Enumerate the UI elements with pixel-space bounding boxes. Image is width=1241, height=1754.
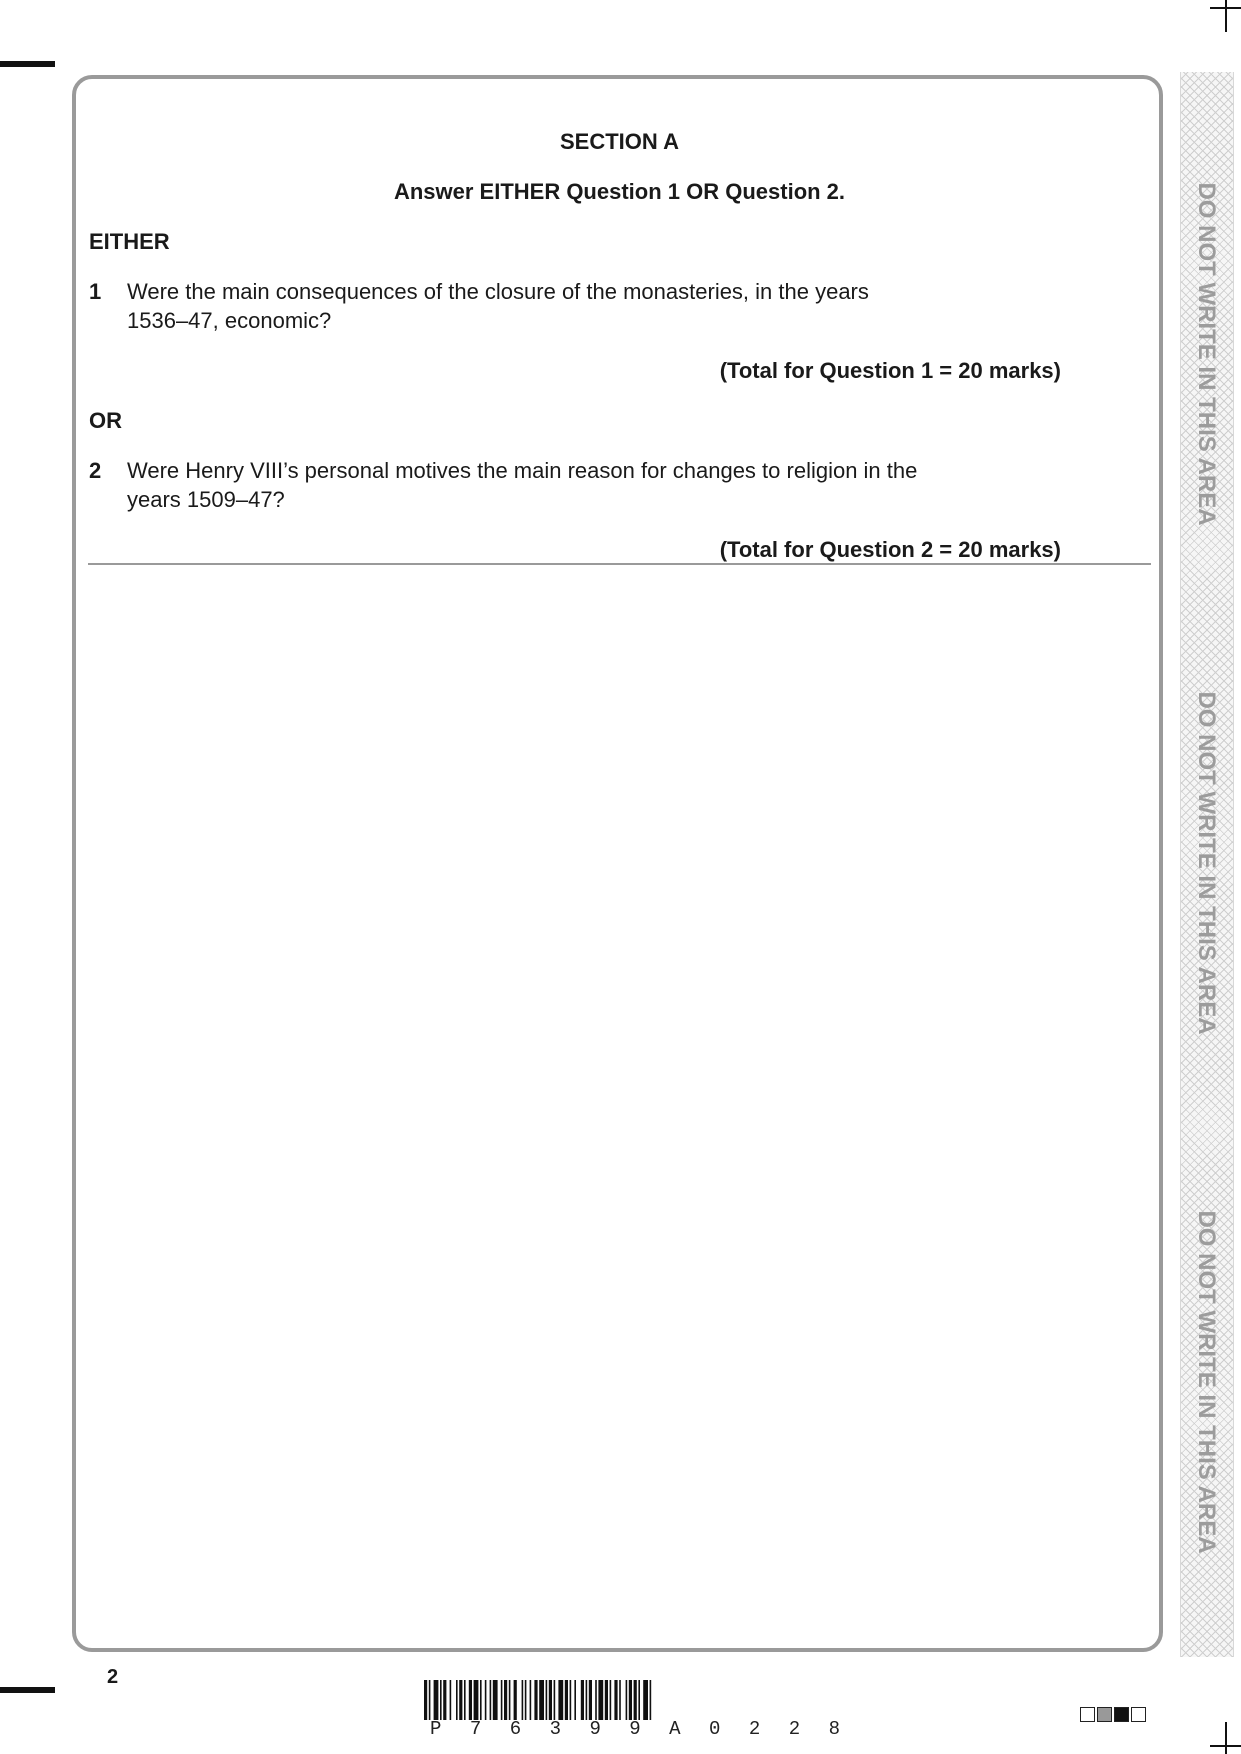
crop-mark-bottom-right-v [1225, 1722, 1227, 1754]
barcode-bar [619, 1680, 621, 1720]
barcode-bar [429, 1680, 431, 1720]
barcode-bar [643, 1680, 648, 1720]
barcode-bar [493, 1680, 498, 1720]
barcode-bar [554, 1680, 556, 1720]
barcode-bar [574, 1680, 576, 1720]
instruction: Answer EITHER Question 1 OR Question 2. [393, 179, 846, 204]
barcode-bar [570, 1680, 572, 1720]
barcode-bar [501, 1680, 503, 1720]
reg-box-white [1131, 1707, 1146, 1722]
either-label: EITHER [89, 229, 170, 254]
barcode-bar [434, 1680, 439, 1720]
barcode-bar [514, 1680, 517, 1720]
barcode-bar [595, 1680, 597, 1720]
barcode-bar [525, 1680, 527, 1720]
barcode-bar [459, 1680, 462, 1720]
barcode-char: 3 [549, 1718, 561, 1740]
barcode-bar [634, 1680, 637, 1720]
barcode-bar [456, 1680, 458, 1720]
crop-mark-top-right-v [1225, 0, 1227, 32]
barcode-char: 9 [589, 1718, 601, 1740]
barcode-bar [650, 1680, 652, 1720]
barcode-bar [469, 1680, 472, 1720]
barcode [424, 1680, 844, 1720]
barcode-bar [589, 1680, 592, 1720]
page-number: 2 [107, 1666, 119, 1688]
barcode-bar [546, 1680, 548, 1720]
barcode-char: 8 [828, 1718, 840, 1740]
barcode-bar [598, 1680, 603, 1720]
barcode-bar [480, 1680, 482, 1720]
barcode-char: P [430, 1718, 442, 1740]
barcode-bar [534, 1680, 537, 1720]
barcode-bar [490, 1680, 492, 1720]
barcode-bar [549, 1680, 552, 1720]
barcode-char: 6 [509, 1718, 522, 1740]
barcode-bar [558, 1680, 563, 1720]
barcode-bar [629, 1680, 632, 1720]
barcode-bar [464, 1680, 466, 1720]
barcode-text [430, 1718, 840, 1740]
barcode-bar [565, 1680, 568, 1720]
barcode-char: 9 [629, 1718, 641, 1740]
question-1-number: 1 [89, 279, 102, 304]
barcode-char: 7 [469, 1718, 482, 1740]
barcode-bar [581, 1680, 584, 1720]
barcode-char: 2 [748, 1718, 761, 1740]
barcode-bar [504, 1680, 507, 1720]
barcode-bar [440, 1680, 442, 1720]
barcode-bar [605, 1680, 608, 1720]
barcode-bar [509, 1680, 511, 1720]
barcode-char: A [669, 1718, 681, 1740]
question-2-number: 2 [89, 458, 102, 483]
question-2-line-1: Were Henry VIII’s personal motives the main reason for changes to religion in the [127, 458, 918, 483]
question-2-total: (Total for Question 2 = 20 marks) [719, 537, 1061, 562]
question-1-line-2: 1536–47, economic? [127, 308, 332, 333]
barcode-char: 2 [788, 1718, 801, 1740]
reg-box-grey [1097, 1707, 1112, 1722]
barcode-bar [485, 1680, 487, 1720]
section-title: SECTION A [560, 129, 679, 154]
question-2-line-2: years 1509–47? [127, 487, 285, 512]
barcode-bar [522, 1680, 524, 1720]
question-1-total: (Total for Question 1 = 20 marks) [719, 358, 1061, 383]
barcode-bar [610, 1680, 612, 1720]
barcode-bar [614, 1680, 617, 1720]
barcode-bar [450, 1680, 452, 1720]
barcode-bar [530, 1680, 532, 1720]
barcode-bar [586, 1680, 588, 1720]
crop-mark-top-left [0, 61, 55, 67]
barcode-bar [443, 1680, 446, 1720]
barcode-char: 0 [709, 1718, 721, 1740]
barcode-bar [474, 1680, 479, 1720]
registration-boxes [1080, 1707, 1146, 1722]
reg-box-white [1080, 1707, 1095, 1722]
barcode-bar [539, 1680, 544, 1720]
barcode-bar [638, 1680, 640, 1720]
barcode-bar [424, 1680, 427, 1720]
crop-mark-bottom-left [0, 1687, 55, 1693]
barcode-bar [626, 1680, 628, 1720]
or-label: OR [89, 408, 122, 433]
section-divider [88, 563, 1151, 565]
reg-box-black [1114, 1707, 1129, 1722]
question-1-line-1: Were the main consequences of the closure of the monasteries, in the years [127, 279, 869, 304]
